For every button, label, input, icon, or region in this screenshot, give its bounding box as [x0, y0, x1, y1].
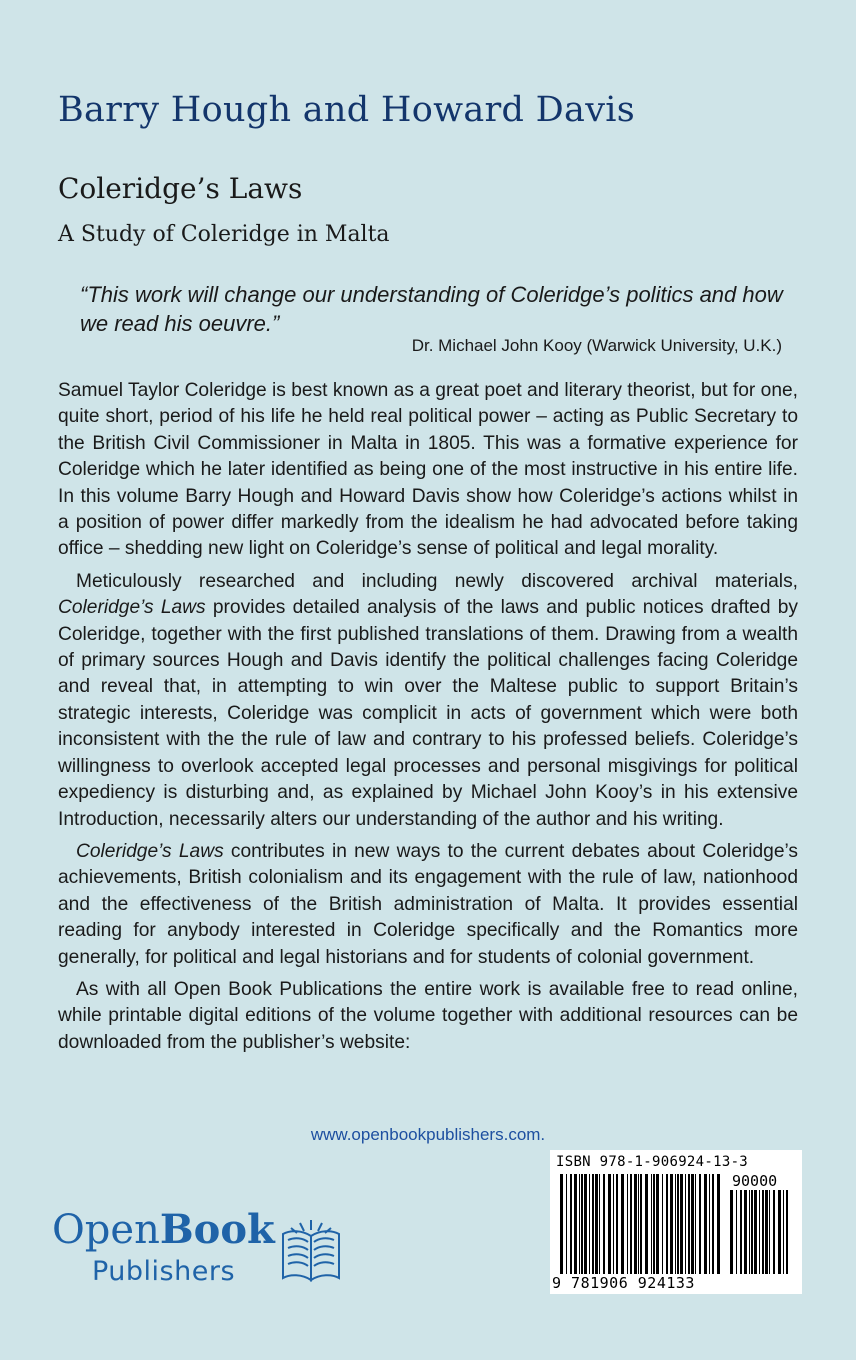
barcode-bar [736, 1190, 737, 1274]
barcode-bar [608, 1174, 611, 1274]
italic-book-title: Coleridge’s Laws [76, 840, 224, 862]
barcode-bar [754, 1190, 757, 1274]
barcode-bar [786, 1190, 788, 1274]
barcode-bar [699, 1174, 701, 1274]
blurb-paragraph-2 [58, 569, 798, 833]
barcode-bar [730, 1190, 733, 1274]
logo-open-text: Open [52, 1207, 160, 1253]
barcode-bar [662, 1174, 663, 1274]
barcode-bar [592, 1174, 594, 1274]
barcode-bar [675, 1174, 676, 1274]
barcode-bar [778, 1190, 781, 1274]
logo-publishers-text: Publishers [92, 1256, 236, 1287]
barcode-bar [574, 1174, 577, 1274]
barcode-bar [677, 1174, 679, 1274]
barcode-bar [670, 1174, 673, 1274]
barcode-bar [712, 1174, 714, 1274]
barcode-bar [773, 1190, 775, 1274]
barcode-bar [634, 1174, 637, 1274]
ean-digits: 9 781906 924133 [552, 1274, 695, 1292]
barcode-bar [621, 1174, 624, 1274]
blurb-body [58, 378, 798, 1062]
barcode-bar [599, 1174, 600, 1274]
barcode-bar [638, 1174, 639, 1274]
barcode-bar [589, 1174, 590, 1274]
barcode-bar [627, 1174, 628, 1274]
barcode-bar [685, 1174, 686, 1274]
barcode-bar [579, 1174, 580, 1274]
barcode-bar [695, 1174, 696, 1274]
barcode-bar [640, 1174, 642, 1274]
paragraph-lead: Meticulously researched and including newly discovered archival materials, [76, 570, 798, 592]
barcode-bar [653, 1174, 655, 1274]
barcode-bar [613, 1174, 614, 1274]
quote-attribution: Dr. Michael John Kooy (Warwick University, U.K.) [411, 336, 782, 355]
barcode-bar [630, 1174, 632, 1274]
barcode-bar [744, 1190, 747, 1274]
barcode-bar [762, 1190, 764, 1274]
barcode-bar [570, 1174, 572, 1274]
barcode-bar [740, 1190, 742, 1274]
barcode-bar [759, 1190, 760, 1274]
barcode-bar [666, 1174, 668, 1274]
barcode-bar [645, 1174, 648, 1274]
barcode-bar [581, 1174, 583, 1274]
isbn-barcode [550, 1150, 802, 1294]
barcode-bar [691, 1174, 694, 1274]
barcode-bar [616, 1174, 618, 1274]
barcode-bar [560, 1174, 563, 1274]
ean-barcode-bars [560, 1174, 720, 1274]
barcode-bar [765, 1190, 768, 1274]
book-title: Coleridge’s Laws [58, 172, 303, 205]
blurb-paragraph-3 [58, 839, 798, 971]
barcode-bar [584, 1174, 587, 1274]
barcode-bar [783, 1190, 784, 1274]
book-subtitle: A Study of Coleridge in Malta [58, 222, 390, 247]
barcode-bar [749, 1190, 750, 1274]
barcode-bar [769, 1190, 770, 1274]
paragraph-rest: contributes in new ways to the current debates about Coleridge’s achievements, British colonialism and its engagement with the rule of law, nationhood and the effectiveness of the British administration of Malta. It provides essential reading for anybody interested in Coleridge specifically and the Romantics more generally, for political and legal historians and for students of colonial government. [58, 840, 798, 968]
addon-barcode-bars [730, 1190, 792, 1274]
open-book-icon [280, 1216, 342, 1290]
italic-book-title: Coleridge’s Laws [58, 597, 206, 619]
blurb-paragraph-4: As with all Open Book Publications the entire work is available free to read online, while printable digital editions of the volume together with additional resources can be downloaded from the publisher’s website: [58, 978, 798, 1053]
logo-wordmark [52, 1206, 275, 1253]
author-names: Barry Hough and Howard Davis [58, 90, 636, 130]
logo-book-text: Book [159, 1206, 275, 1253]
barcode-bar [595, 1174, 598, 1274]
barcode-bar [656, 1174, 659, 1274]
barcode-bar [704, 1174, 707, 1274]
isbn-number: ISBN 978-1-906924-13-3 [556, 1154, 749, 1170]
price-code: 90000 [732, 1172, 778, 1190]
barcode-bar [751, 1190, 753, 1274]
barcode-bar [709, 1174, 710, 1274]
barcode-bar [566, 1174, 567, 1274]
publisher-logo [52, 1206, 352, 1296]
barcode-bar [688, 1174, 690, 1274]
barcode-bar [603, 1174, 605, 1274]
barcode-bar [651, 1174, 652, 1274]
blurb-paragraph-1: Samuel Taylor Coleridge is best known as a great poet and literary theorist, but for one, quite short, period of his life he held real political power – acting as Public Secretary to the British Civil Commissioner in Malta in 1805. This was a formative experience for Coleridge which he later identified as being one of the most instructive in his entire life. In this volume Barry Hough and Howard Davis show how Coleridge’s actions whilst in a position of power differ markedly from the idealism he had advocated before taking office – shedding new light on Coleridge’s sense of political and legal morality. [58, 380, 798, 560]
barcode-bar [680, 1174, 683, 1274]
paragraph-rest: provides detailed analysis of the laws and public notices drafted by Coleridge, together with the first published translations of them. Drawing from a wealth of primary sources Hough and Davis identify the political challenges facing Coleridge and reveal that, in attempting to win over the Maltese public to support Britain’s strategic interests, Coleridge was complicit in acts of government which were both inconsistent with the the rule of law and contrary to his professed beliefs. Coleridge’s willingness to overlook accepted legal processes and personal misgivings for political expediency is disturbing and, as explained by Michael John Kooy’s in his extensive Introduction, necessarily alters our understanding of the author and his writing. [58, 597, 798, 830]
endorsement-quote: “This work will change our understanding of Coleridge’s politics and how we read his oeuvre.” [80, 282, 783, 336]
barcode-bar [717, 1174, 720, 1274]
publisher-website-link[interactable]: www.openbookpublishers.com. [310, 1125, 546, 1144]
